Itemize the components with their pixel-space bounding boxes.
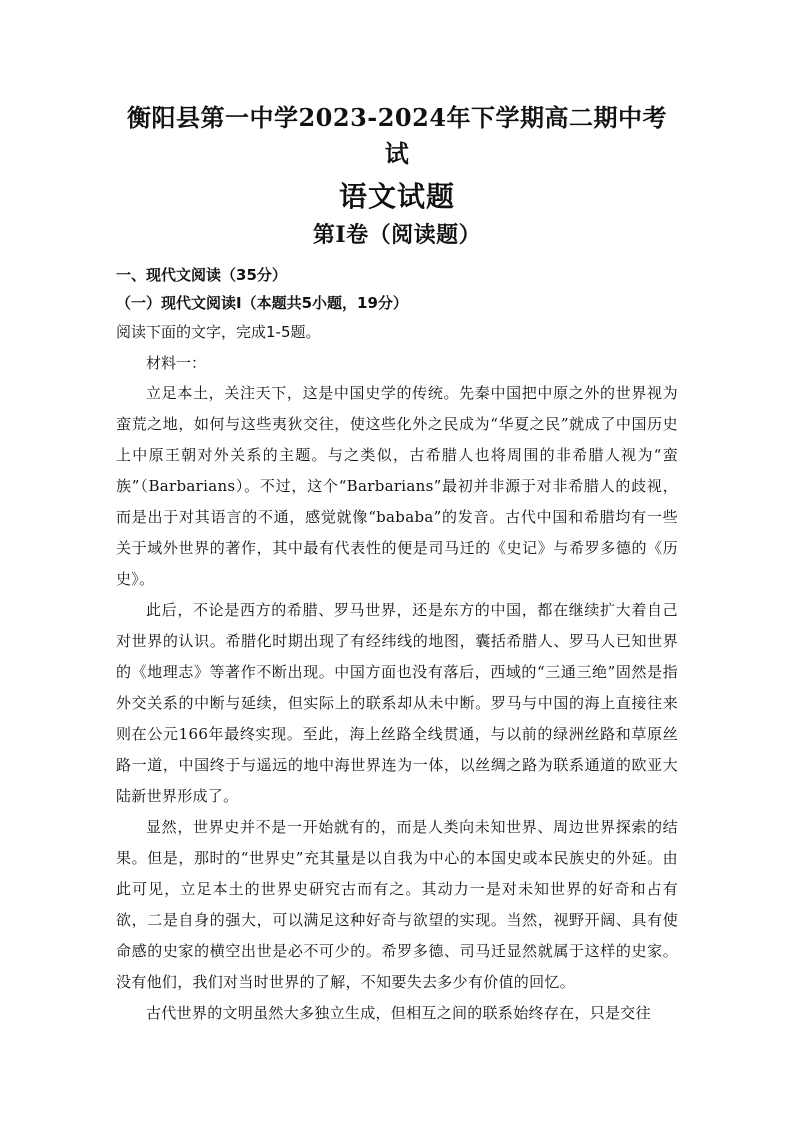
subsection-heading: （一）现代文阅读Ⅰ（本题共5小题，19分） xyxy=(116,294,408,312)
material-label: 材料一： xyxy=(146,354,207,372)
exam-title: 衡阳县第一中学2023-2024年下学期高二期中考试 xyxy=(126,103,668,168)
reading-instruction: 阅读下面的文字，完成1-5题。 xyxy=(116,323,321,341)
volume-title: 第Ⅰ卷（阅读题） xyxy=(312,222,482,248)
paragraph-4: 古代世界的文明虽然大多独立生成，但相互之间的联系始终存在，只是交往 xyxy=(146,1004,651,1022)
subject-title: 语文试题 xyxy=(338,180,455,213)
section-heading: 一、现代文阅读（35分） xyxy=(116,266,287,284)
paragraph-3: 显然，世界史并不是一开始就有的，而是人类向未知世界、周边世界探索的结果。但是，那时的“世界史”充其量是以自我为中心的本国史或本民族史的外延。由此可见，立足本土的世界史研究古而有之。其动力一是对未知世界的好奇和占有欲，二是自身的强大，可以满足这种好奇与欲望的实现。当然，视野开阔、具有使命感的史家的横空出世是必不可少的。希罗多德、司马迁显然就属于这样的史家。没有他们，我们对当时世界的了解，不知要失去多少有价值的回忆。 xyxy=(116,818,678,991)
paragraph-1: 立足本土，关注天下，这是中国史学的传统。先秦中国把中原之外的世界视为蛮荒之地，如何与这些夷狄交往，使这些化外之民成为“华夏之民”就成了中国历史上中原王朝对外关系的主题。与之类似，古希腊人也将周围的非希腊人视为“蛮族”（Barbarians）。不过，这个“Barbarians”最初并非源于对非希腊人的歧视，而是出于对其语言的不通，感觉就像“bababa”的发音。古代中国和希腊均有一些关于域外世界的著作，其中最有代表性的便是司马迁的《史记》与希罗多德的《历史》。 xyxy=(116,384,678,588)
paragraph-2: 此后，不论是西方的希腊、罗马世界，还是东方的中国，都在继续扩大着自己对世界的认识。希腊化时期出现了有经纬线的地图，囊括希腊人、罗马人已知世界的《地理志》等著作不断出现。中国方面也没有落后，西域的“三通三绝”固然是指外交关系的中断与延续，但实际上的联系却从未中断。罗马与中国的海上直接往来则在公元166年最终实现。至此，海上丝路全线贯通，与以前的绿洲丝路和草原丝路一道，中国终于与遥远的地中海世界连为一体，以丝绸之路为联系通道的欧亚大陆新世界形成了。 xyxy=(116,601,678,805)
